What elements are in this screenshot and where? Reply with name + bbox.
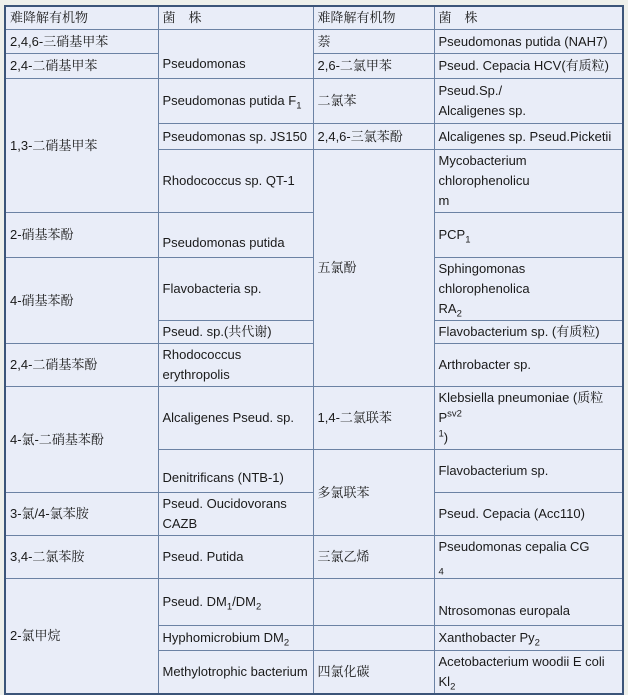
strain-cell: Pseudomonas [158, 30, 313, 79]
strain-cell: Xanthobacter $Py_2$ [434, 626, 623, 651]
strain-cell: Pseud. Cepacia (Acc110) [434, 493, 623, 536]
compound-cell: 4-氯-二硝基苯酚 [5, 387, 158, 493]
strain-cell: Denitrificans (NTB-1) [158, 450, 313, 493]
strain-cell: Pseudomonas cepalia CG $_4$ [434, 536, 623, 579]
compound-cell: 五氯酚 [313, 150, 434, 387]
strain-cell: Pseudomonas putida [158, 213, 313, 258]
compound-cell: 2-氯甲烷 [5, 579, 158, 695]
compound-cell: 2,6-二氯甲苯 [313, 54, 434, 79]
header-strain-right: 菌 株 [434, 6, 623, 30]
strain-cell: Pseudomonas putida $F_1$ [158, 79, 313, 124]
strain-cell: Alcaligenes sp. Pseud.Picketii [434, 124, 623, 150]
compound-cell: 三氯乙烯 [313, 536, 434, 579]
header-strain-left: 菌 株 [158, 6, 313, 30]
table-row [5, 79, 623, 124]
compound-cell: 1,4-二氯联苯 [313, 387, 434, 450]
table-header-row [5, 6, 623, 30]
strain-cell: Hyphomicrobium $DM_2$ [158, 626, 313, 651]
strain-cell: Acetobacterium woodii E coli $Kl_2$ [434, 651, 623, 695]
strain-cell: $PCP_1$ [434, 213, 623, 258]
strain-cell: Pseud.Sp./ Alcaligenes sp. [434, 79, 623, 124]
table-row [5, 536, 623, 579]
strain-cell: Ntrosomonas europala [434, 579, 623, 626]
strain-cell: Arthrobacter sp. [434, 344, 623, 387]
strain-cell: Alcaligenes Pseud. sp. [158, 387, 313, 450]
compound-cell: 2-硝基苯酚 [5, 213, 158, 258]
strain-cell: Pseud. sp.(共代谢) [158, 321, 313, 344]
strain-cell: Flavobacterium sp. [434, 450, 623, 493]
degradation-table [4, 5, 624, 695]
strain-cell: Pseud. $DM_1/DM_2$ [158, 579, 313, 626]
strain-cell: Rhodococcus sp. QT-1 [158, 150, 313, 213]
compound-cell: 2,4-二硝基苯酚 [5, 344, 158, 387]
strain-cell: Mycobacterium chlorophenolicu m [434, 150, 623, 213]
strain-cell: Flavobacteria sp. [158, 258, 313, 321]
degradation-table-container [4, 5, 624, 695]
compound-cell: 萘 [313, 30, 434, 54]
empty-cell [313, 579, 434, 626]
table-row [5, 30, 623, 54]
strain-cell: Sphingomonas chlorophenolica $RA_2$ [434, 258, 623, 321]
table-row [5, 579, 623, 626]
compound-cell: 3-氯/4-氯苯胺 [5, 493, 158, 536]
header-compound-left: 难降解有机物 [5, 6, 158, 30]
strain-cell: Methylotrophic bacterium [158, 651, 313, 695]
compound-cell: 四氯化碳 [313, 651, 434, 695]
strain-cell: Rhodococcus erythropolis [158, 344, 313, 387]
compound-cell: 2,4-二硝基甲苯 [5, 54, 158, 79]
strain-cell: Pseud. Cepacia HCV(有质粒) [434, 54, 623, 79]
compound-cell: 3,4-二氯苯胺 [5, 536, 158, 579]
header-compound-right: 难降解有机物 [313, 6, 434, 30]
compound-cell: 多氯联苯 [313, 450, 434, 536]
strain-cell: Pseudomonas sp. JS150 [158, 124, 313, 150]
compound-cell: 2,4,6-三硝基甲苯 [5, 30, 158, 54]
compound-cell: 2,4,6-三氯苯酚 [313, 124, 434, 150]
compound-cell: 4-硝基苯酚 [5, 258, 158, 344]
compound-cell: 1,3-二硝基甲苯 [5, 79, 158, 213]
strain-cell: Pseud. Putida [158, 536, 313, 579]
table-row [5, 387, 623, 450]
empty-cell [313, 626, 434, 651]
strain-cell: Pseudomonas putida (NAH7) [434, 30, 623, 54]
strain-cell: Flavobacterium sp. (有质粒) [434, 321, 623, 344]
strain-cell: Klebsiella pneumoniae (质粒$P^{sv2}$ $^1$) [434, 387, 623, 450]
table-row [5, 54, 623, 79]
strain-cell: Pseud. Oucidovorans CAZB [158, 493, 313, 536]
compound-cell: 二氯苯 [313, 79, 434, 124]
